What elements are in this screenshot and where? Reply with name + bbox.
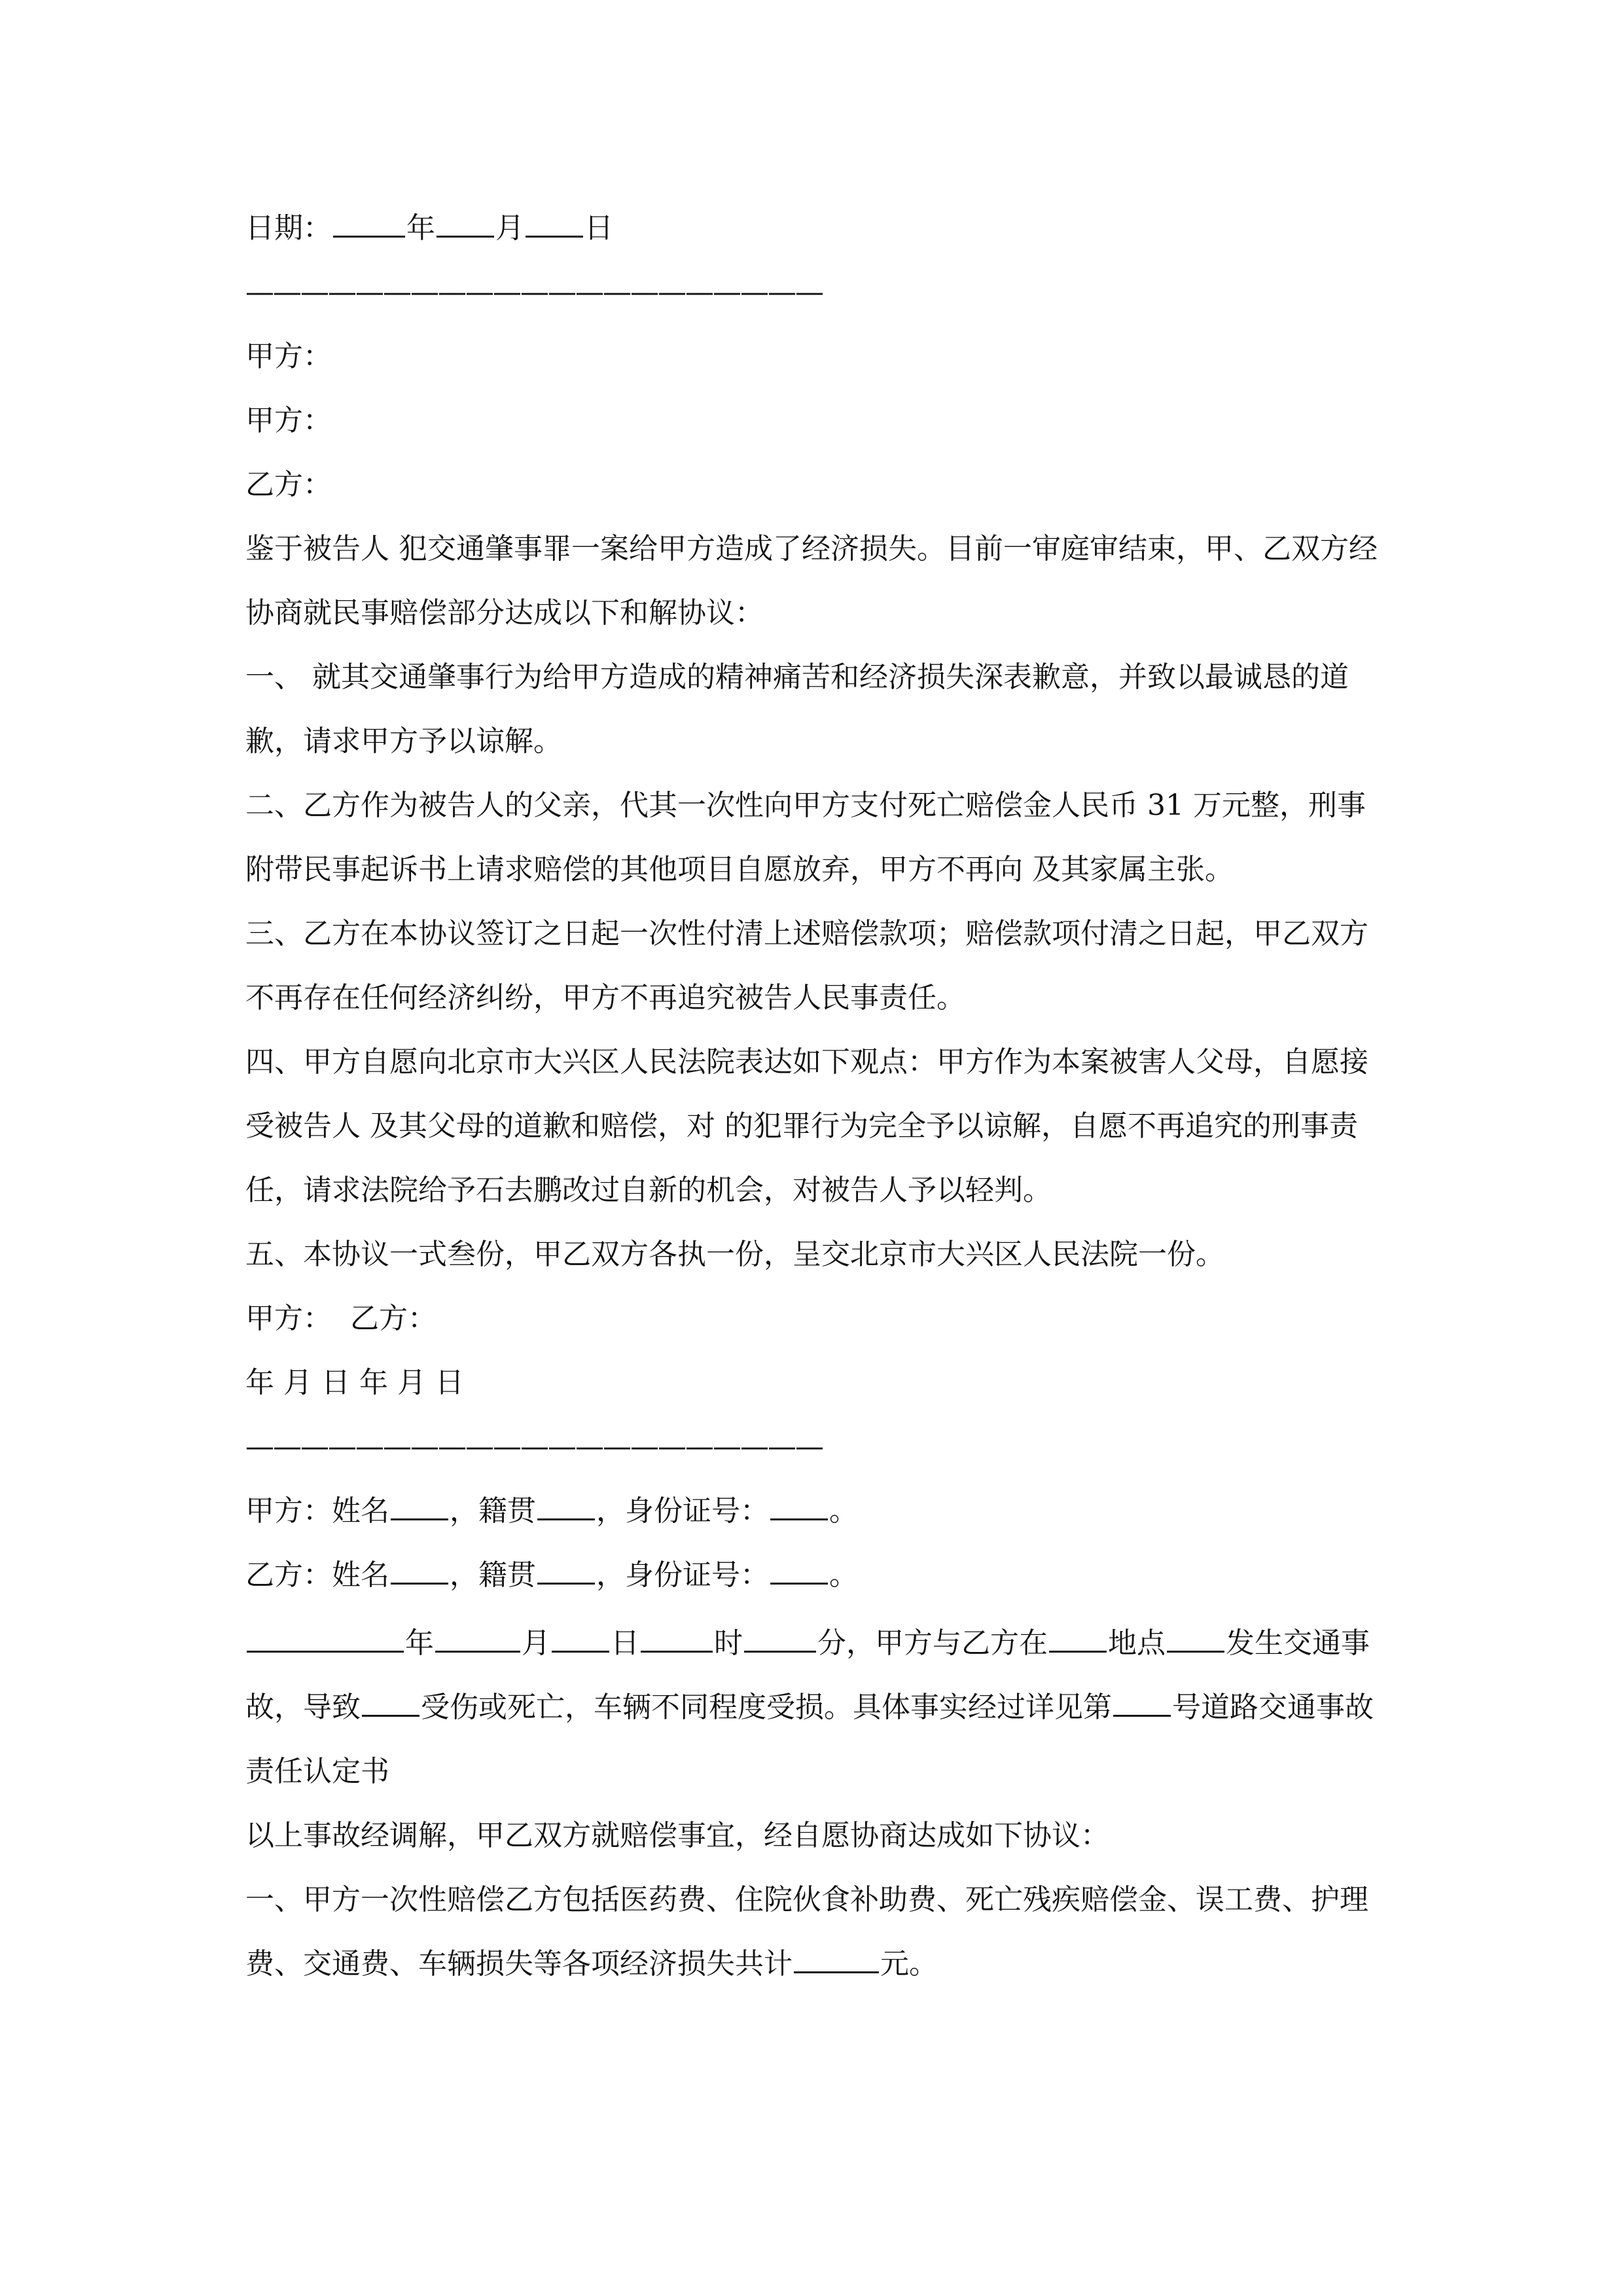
party-b-name-label: 乙方：姓名 — [245, 1558, 389, 1592]
divider-rule-2: ————————————————————— — [245, 1430, 823, 1463]
party-b-line: 乙方： — [245, 468, 332, 501]
accident-result-label: 受伤或死亡，车辆不同程度受损。具体事实经过详见第 — [421, 1691, 1112, 1724]
accident-hour-label: 时 — [714, 1626, 743, 1660]
signature-date-line: 年 月 日 年 月 日 — [245, 1366, 464, 1399]
accident-victim-blank — [362, 1689, 419, 1717]
document-body — [245, 196, 1384, 1996]
party-a-name-label: 甲方：姓名 — [245, 1494, 389, 1528]
divider-rule-1: ————————————————————— — [245, 276, 823, 309]
party-b-info-line — [245, 1543, 1384, 1607]
clause-4: 四、甲方自愿向北京市大兴区人民法院表达如下观点：甲方作为本案被害人父母，自愿接受被告人 及其父母的道歉和赔偿，对 的犯罪行为完全予以谅解，自愿不再追究的刑事责任，请求法院给予石去鹏改过自新的机会，对被告人予以轻判。 — [245, 1045, 1368, 1207]
accident-report-label: 号道路交通事故责任认定书 — [245, 1691, 1374, 1788]
date-line — [245, 196, 1384, 260]
party-a-name-blank — [391, 1492, 448, 1520]
compensation-amount-blank — [794, 1945, 879, 1973]
party-b-id-label: ，身份证号： — [596, 1558, 769, 1592]
party-b-native-blank — [537, 1556, 595, 1585]
clause-3: 三、乙方在本协议签订之日起一次性付清上述赔偿款项；赔偿款项付清之日起，甲乙双方不再存在任何经济纠纷，甲方不再追究被告人民事责任。 — [245, 917, 1368, 1014]
accident-paragraph — [245, 1611, 1384, 1804]
accident-day-blank — [552, 1624, 609, 1653]
party-b-id-blank — [770, 1556, 828, 1585]
accident-report-blank — [1113, 1689, 1171, 1717]
clause-2: 二、乙方作为被告人的父亲，代其一次性向甲方支付死亡赔偿金人民币 31 万元整，刑事附带民事起诉书上请求赔偿的其他项目自愿放弃，甲方不再向 及其家属主张。 — [245, 789, 1366, 886]
accident-minute-blank — [744, 1624, 816, 1653]
accident-year-blank — [247, 1624, 404, 1653]
accident-place-blank — [1049, 1624, 1107, 1653]
party-a-end: 。 — [829, 1494, 858, 1528]
date-year-label: 年 — [406, 211, 435, 245]
accident-place-label: 地点 — [1108, 1626, 1166, 1660]
party-b-end: 。 — [829, 1558, 858, 1592]
month-blank — [437, 209, 494, 238]
day-blank — [526, 209, 583, 238]
accident-occur-blank — [1167, 1624, 1224, 1653]
party-a-line-2: 甲方： — [245, 404, 332, 437]
accident-day-label: 日 — [611, 1626, 639, 1660]
accident-hour-blank — [641, 1624, 713, 1653]
compensation-clause-end: 元。 — [880, 1947, 938, 1981]
clause-5: 五、本协议一式叁份，甲乙双方各执一份，呈交北京市大兴区人民法院一份。 — [245, 1238, 1224, 1271]
accident-occur-label: 发生交通事故，导致 — [245, 1626, 1370, 1724]
date-day-label: 日 — [584, 211, 613, 245]
accident-year-label: 年 — [405, 1626, 434, 1660]
party-a-native-blank — [537, 1492, 595, 1520]
compensation-clause — [245, 1868, 1384, 1996]
accident-month-blank — [435, 1624, 520, 1653]
party-a-id-blank — [770, 1492, 828, 1520]
mediation-paragraph: 以上事故经调解，甲乙双方就赔偿事宜，经自愿协商达成如下协议： — [245, 1819, 1109, 1852]
preamble-paragraph: 鉴于被告人 犯交通肇事罪一案给甲方造成了经济损失。目前一审庭审结束，甲、乙双方经协商就民事赔偿部分达成以下和解协议： — [245, 532, 1378, 630]
accident-minute-label: 分，甲方与乙方在 — [817, 1626, 1048, 1660]
compensation-clause-text: 一、甲方一次性赔偿乙方包括医药费、住院伙食补助费、死亡残疾赔偿金、误工费、护理费、交通费、车辆损失等各项经济损失共计 — [245, 1883, 1368, 1981]
party-a-line-1: 甲方： — [245, 340, 332, 373]
party-a-native-label: ，籍贯 — [450, 1494, 536, 1528]
party-a-id-label: ，身份证号： — [596, 1494, 769, 1528]
signature-line: 甲方： 乙方： — [245, 1302, 437, 1335]
clause-1: 一、 就其交通肇事行为给甲方造成的精神痛苦和经济损失深表歉意，并致以最诚恳的道歉，请求甲方予以谅解。 — [245, 660, 1349, 758]
accident-month-label: 月 — [522, 1626, 550, 1660]
party-a-info-line — [245, 1479, 1384, 1543]
date-label: 日期： — [245, 211, 332, 245]
party-b-native-label: ，籍贯 — [450, 1558, 536, 1592]
year-blank — [333, 209, 405, 238]
date-month-label: 月 — [495, 211, 524, 245]
party-b-name-blank — [391, 1556, 448, 1585]
